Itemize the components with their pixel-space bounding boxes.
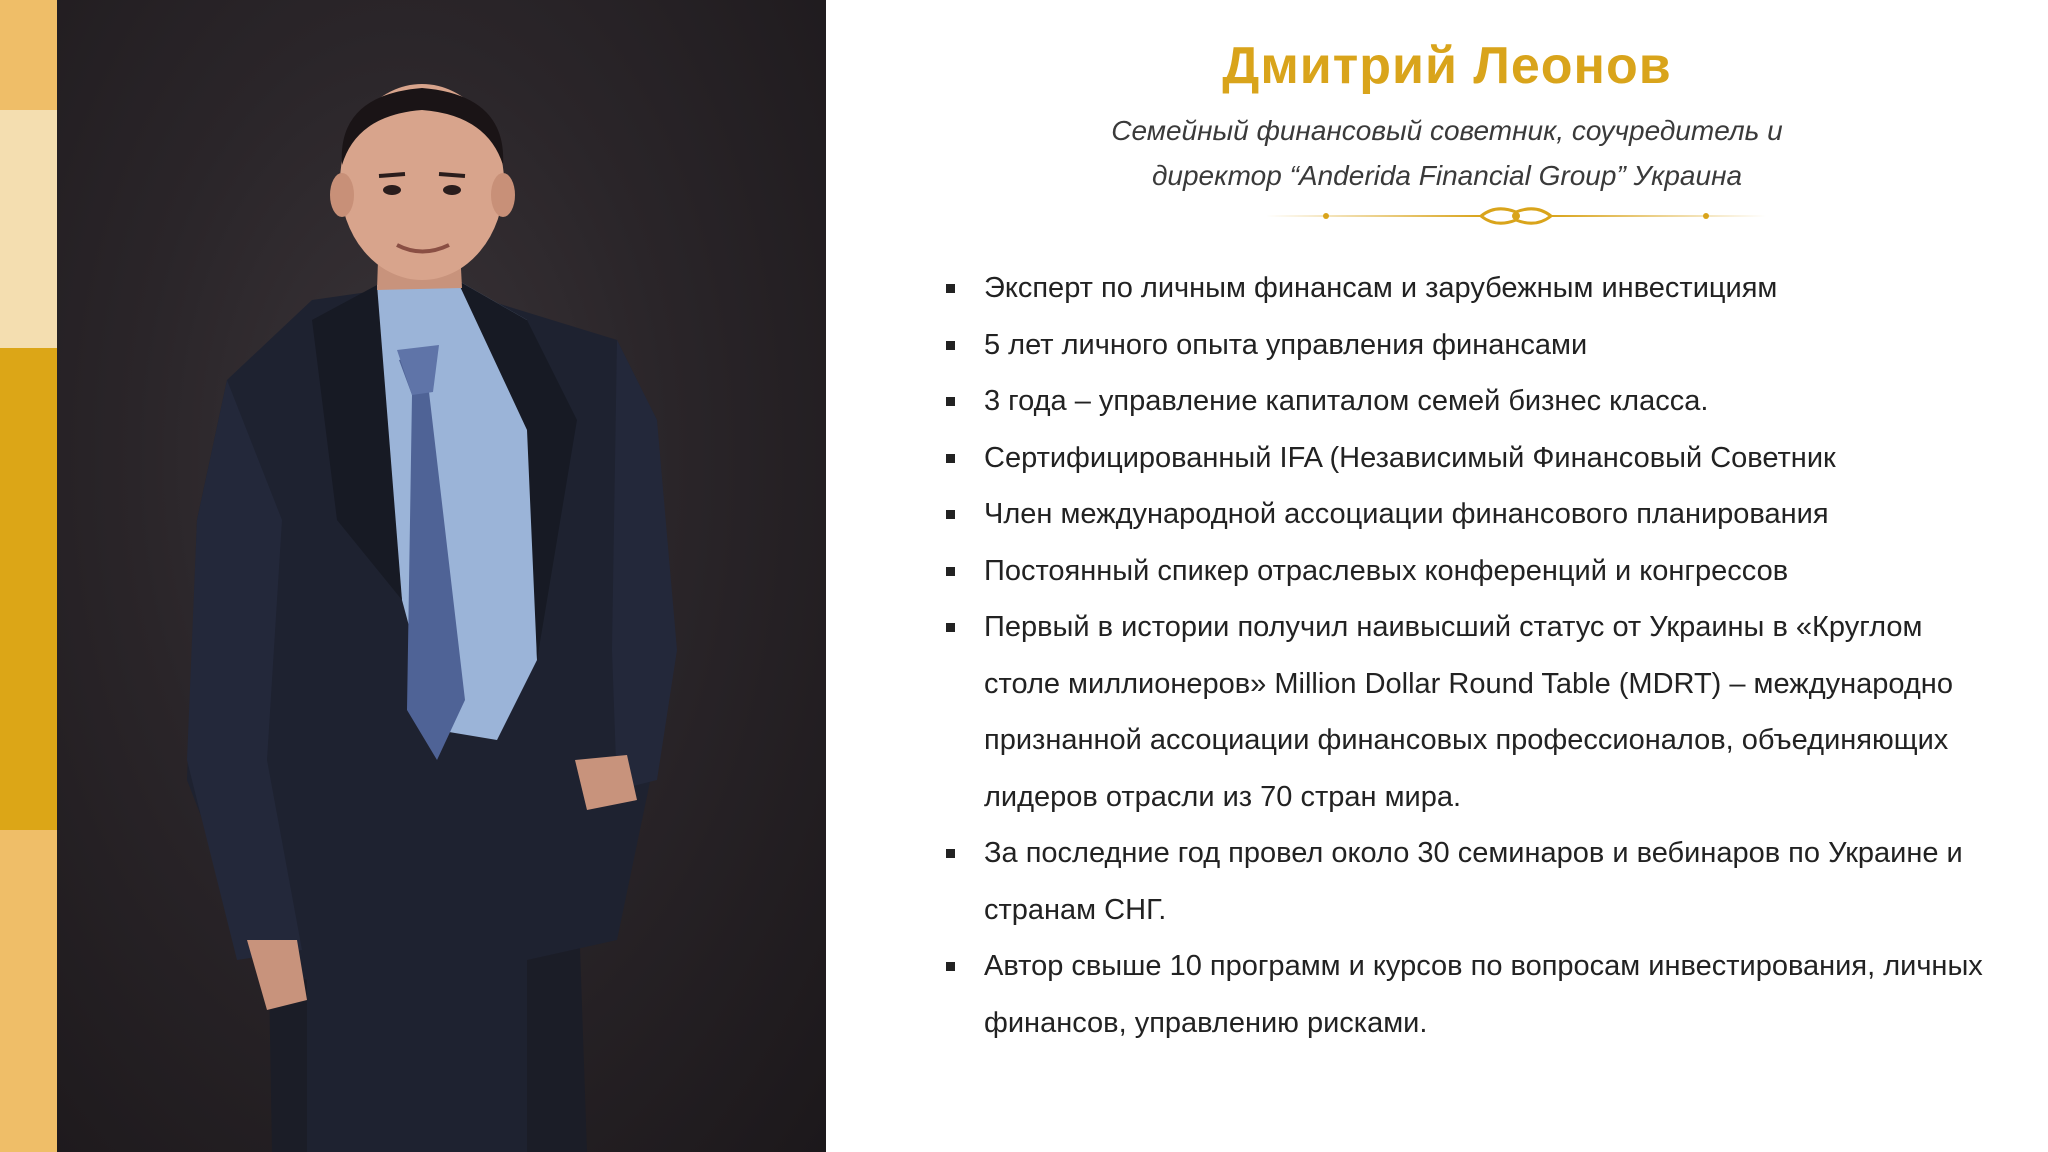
- list-item: Член международной ассоциации финансового планирования: [946, 486, 2006, 543]
- ornament-divider-icon: [1266, 202, 1766, 230]
- list-item: За последние год провел около 30 семинаров и вебинаров по Украине и странам СНГ.: [946, 825, 2006, 938]
- bullet-square-icon: [946, 623, 955, 632]
- list-item: Постоянный спикер отраслевых конференций и конгрессов: [946, 543, 2006, 600]
- list-item: Эксперт по личным финансам и зарубежным инвестициям: [946, 260, 2006, 317]
- list-item: 5 лет личного опыта управления финансами: [946, 317, 2006, 374]
- person-title: [826, 108, 2048, 198]
- bullet-square-icon: [946, 962, 955, 971]
- bio-bullet-list: [946, 260, 2006, 1051]
- bullet-square-icon: [946, 567, 955, 576]
- subtitle-line-2: директор “Anderida Financial Group” Украина: [1151, 160, 1743, 191]
- bio-panel: [826, 0, 2048, 1152]
- bullet-square-icon: [946, 284, 955, 293]
- bullet-square-icon: [946, 849, 955, 858]
- accent-bar-pale: [0, 110, 57, 348]
- subtitle-line-1: Семейный финансовый советник, соучредитель и: [1111, 115, 1783, 146]
- portrait-photo: [57, 0, 826, 1152]
- list-item: Первый в истории получил наивысший статус от Украины в «Круглом столе миллионеров» Million Dollar Round Table (MDRT) – международно признанной ассоциации финансовых профессионалов, объединяющих лидеров отрасли из 70 стран мира.: [946, 599, 2006, 825]
- bullet-square-icon: [946, 454, 955, 463]
- list-item: Автор свыше 10 программ и курсов по вопросам инвестирования, личных финансов, управлению рисками.: [946, 938, 2006, 1051]
- accent-bar-dark: [0, 348, 57, 830]
- list-item: Сертифицированный IFA (Независимый Финансовый Советник: [946, 430, 2006, 487]
- bullet-square-icon: [946, 341, 955, 350]
- bullet-square-icon: [946, 510, 955, 519]
- list-item: 3 года – управление капиталом семей бизнес класса.: [946, 373, 2006, 430]
- person-name: Дмитрий Леонов: [1222, 37, 1672, 95]
- accent-bar-top: [0, 0, 57, 110]
- bullet-square-icon: [946, 397, 955, 406]
- accent-bar-bottom: [0, 830, 57, 1152]
